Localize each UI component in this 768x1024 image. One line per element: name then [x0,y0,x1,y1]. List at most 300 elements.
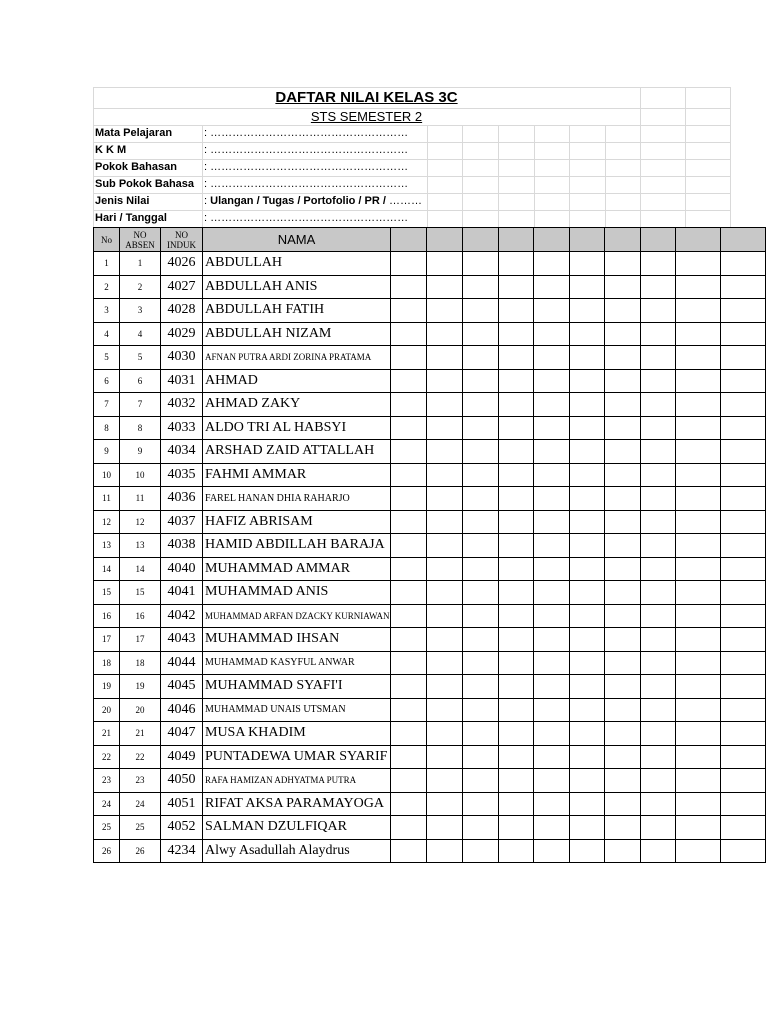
score-cell[interactable] [676,557,721,581]
score-cell[interactable] [605,651,641,675]
score-cell[interactable] [463,440,499,464]
score-cell[interactable] [676,816,721,840]
score-cell[interactable] [391,252,427,276]
score-cell[interactable] [641,252,676,276]
cell-no-absen: 13 [120,534,161,558]
score-cell[interactable] [427,816,463,840]
score-cell[interactable] [499,299,534,323]
score-cell[interactable] [641,299,676,323]
score-cell[interactable] [499,675,534,699]
score-cell[interactable] [676,487,721,511]
score-cell[interactable] [427,675,463,699]
score-cell[interactable] [499,581,534,605]
score-cell[interactable] [427,299,463,323]
score-cell[interactable] [499,463,534,487]
score-cell[interactable] [676,839,721,863]
cell-nama: MUSA KHADIM [203,722,391,746]
score-cell[interactable] [676,510,721,534]
score-cell[interactable] [641,487,676,511]
score-cell[interactable] [534,628,570,652]
score-cell[interactable] [463,369,499,393]
score-cell[interactable] [463,252,499,276]
info-value-jenis-nilai: : Ulangan / Tugas / Portofolio / PR / ……… [204,195,422,207]
score-cell[interactable] [676,698,721,722]
score-cell[interactable] [570,369,605,393]
score-cell[interactable] [676,604,721,628]
score-cell[interactable] [391,416,427,440]
score-cell[interactable] [463,604,499,628]
score-cell[interactable] [605,722,641,746]
score-cell[interactable] [570,487,605,511]
score-cell[interactable] [427,534,463,558]
score-cell[interactable] [391,275,427,299]
score-cell[interactable] [641,346,676,370]
cell-no: 10 [94,463,120,487]
score-cell[interactable] [641,769,676,793]
score-cell[interactable] [676,769,721,793]
score-cell[interactable] [534,346,570,370]
score-cell[interactable] [605,769,641,793]
score-cell[interactable] [676,346,721,370]
score-cell[interactable] [641,557,676,581]
score-cell[interactable] [676,463,721,487]
score-cell[interactable] [534,252,570,276]
score-cell[interactable] [721,252,766,276]
score-cell[interactable] [463,698,499,722]
table-row [94,839,766,863]
score-cell[interactable] [721,322,766,346]
score-cell[interactable] [463,581,499,605]
score-cell[interactable] [570,792,605,816]
score-cell[interactable] [534,557,570,581]
score-cell[interactable] [499,722,534,746]
score-cell[interactable] [463,416,499,440]
score-cell[interactable] [391,839,427,863]
cell-no: 16 [94,604,120,628]
score-cell[interactable] [427,557,463,581]
score-cell[interactable] [534,440,570,464]
score-cell[interactable] [463,675,499,699]
score-cell[interactable] [721,369,766,393]
score-cell[interactable] [391,675,427,699]
score-cell[interactable] [676,440,721,464]
score-cell[interactable] [499,604,534,628]
score-cell[interactable] [721,839,766,863]
table-row [94,416,766,440]
score-cell[interactable] [605,252,641,276]
score-cell[interactable] [534,792,570,816]
score-cell[interactable] [534,299,570,323]
cell-no-induk: 4027 [161,275,203,299]
score-cell[interactable] [641,275,676,299]
score-cell[interactable] [676,416,721,440]
score-cell[interactable] [391,745,427,769]
score-cell[interactable] [427,628,463,652]
score-cell[interactable] [605,346,641,370]
score-cell[interactable] [463,557,499,581]
score-cell[interactable] [427,275,463,299]
score-cell[interactable] [391,816,427,840]
score-cell[interactable] [499,769,534,793]
score-cell[interactable] [641,581,676,605]
score-cell[interactable] [721,675,766,699]
cell-no: 13 [94,534,120,558]
score-cell[interactable] [676,792,721,816]
score-cell[interactable] [427,792,463,816]
score-cell[interactable] [641,675,676,699]
score-cell[interactable] [499,792,534,816]
score-cell[interactable] [570,510,605,534]
score-cell[interactable] [391,792,427,816]
score-cell[interactable] [676,651,721,675]
score-cell[interactable] [463,322,499,346]
table-row [94,792,766,816]
score-cell[interactable] [391,628,427,652]
score-cell[interactable] [463,722,499,746]
score-cell[interactable] [570,675,605,699]
score-cell[interactable] [534,487,570,511]
score-cell[interactable] [605,675,641,699]
cell-nama: MUHAMMAD UNAIS UTSMAN [203,698,391,722]
cell-no-absen: 24 [120,792,161,816]
score-cell[interactable] [534,322,570,346]
score-cell[interactable] [641,440,676,464]
score-cell[interactable] [676,275,721,299]
score-cell[interactable] [641,698,676,722]
score-cell[interactable] [676,722,721,746]
cell-no: 14 [94,557,120,581]
score-cell[interactable] [427,440,463,464]
score-cell[interactable] [534,416,570,440]
score-cell[interactable] [499,487,534,511]
score-cell[interactable] [534,839,570,863]
score-cell[interactable] [721,604,766,628]
score-cell[interactable] [570,651,605,675]
cell-no-absen: 4 [120,322,161,346]
score-cell[interactable] [641,416,676,440]
cell-no: 6 [94,369,120,393]
score-cell[interactable] [499,322,534,346]
score-cell[interactable] [534,675,570,699]
score-cell[interactable] [534,604,570,628]
score-cell[interactable] [427,510,463,534]
score-cell[interactable] [605,534,641,558]
score-cell[interactable] [391,346,427,370]
score-cell[interactable] [676,581,721,605]
score-cell[interactable] [676,745,721,769]
score-cell[interactable] [499,346,534,370]
header-score-col [721,228,766,252]
score-cell[interactable] [391,463,427,487]
score-cell[interactable] [427,604,463,628]
score-cell[interactable] [391,299,427,323]
cell-no-absen: 8 [120,416,161,440]
score-cell[interactable] [534,745,570,769]
score-cell[interactable] [427,463,463,487]
score-cell[interactable] [605,510,641,534]
score-cell[interactable] [676,393,721,417]
score-cell[interactable] [721,816,766,840]
score-cell[interactable] [721,487,766,511]
score-cell[interactable] [570,604,605,628]
cell-no-induk: 4041 [161,581,203,605]
score-cell[interactable] [721,651,766,675]
score-cell[interactable] [534,651,570,675]
score-cell[interactable] [570,275,605,299]
score-cell[interactable] [391,581,427,605]
info-value-sub-pokok-bahasan: : ……………………………………………… [204,178,409,190]
score-cell[interactable] [499,440,534,464]
score-cell[interactable] [534,534,570,558]
score-cell[interactable] [534,463,570,487]
score-cell[interactable] [427,651,463,675]
info-label-kkm: K K M [95,144,127,156]
score-cell[interactable] [570,745,605,769]
score-cell[interactable] [721,581,766,605]
score-cell[interactable] [427,487,463,511]
score-cell[interactable] [676,369,721,393]
score-cell[interactable] [391,369,427,393]
score-cell[interactable] [605,416,641,440]
score-cell[interactable] [641,722,676,746]
score-cell[interactable] [570,322,605,346]
score-cell[interactable] [605,299,641,323]
score-cell[interactable] [676,628,721,652]
score-cell[interactable] [534,393,570,417]
score-cell[interactable] [570,769,605,793]
score-cell[interactable] [605,557,641,581]
cell-no-absen: 5 [120,346,161,370]
score-cell[interactable] [570,628,605,652]
score-cell[interactable] [391,440,427,464]
score-cell[interactable] [534,769,570,793]
score-cell[interactable] [499,275,534,299]
score-cell[interactable] [570,416,605,440]
cell-no: 15 [94,581,120,605]
score-cell[interactable] [605,322,641,346]
score-cell[interactable] [463,534,499,558]
score-cell[interactable] [534,275,570,299]
score-cell[interactable] [499,416,534,440]
score-cell[interactable] [641,369,676,393]
score-cell[interactable] [427,769,463,793]
table-row [94,440,766,464]
score-cell[interactable] [499,628,534,652]
score-cell[interactable] [427,745,463,769]
score-cell[interactable] [463,299,499,323]
score-cell[interactable] [463,346,499,370]
score-cell[interactable] [499,698,534,722]
score-cell[interactable] [499,393,534,417]
score-cell[interactable] [721,393,766,417]
score-cell[interactable] [463,510,499,534]
score-cell[interactable] [463,393,499,417]
score-cell[interactable] [676,299,721,323]
score-cell[interactable] [427,416,463,440]
score-cell[interactable] [499,252,534,276]
score-cell[interactable] [641,628,676,652]
score-cell[interactable] [570,440,605,464]
score-cell[interactable] [534,510,570,534]
score-cell[interactable] [463,463,499,487]
cell-nama: HAFIZ ABRISAM [203,510,391,534]
table-row [94,628,766,652]
score-cell[interactable] [534,722,570,746]
score-cell[interactable] [570,252,605,276]
cell-no-induk: 4030 [161,346,203,370]
table-row [94,275,766,299]
score-cell[interactable] [570,393,605,417]
score-cell[interactable] [721,510,766,534]
score-cell[interactable] [676,675,721,699]
header-score-col [427,228,463,252]
score-cell[interactable] [721,792,766,816]
score-cell[interactable] [391,487,427,511]
score-cell[interactable] [641,510,676,534]
score-cell[interactable] [605,463,641,487]
header-no-induk: NO INDUK [161,228,203,252]
score-cell[interactable] [676,322,721,346]
score-cell[interactable] [641,816,676,840]
score-cell[interactable] [427,722,463,746]
score-cell[interactable] [641,393,676,417]
score-cell[interactable] [721,722,766,746]
score-cell[interactable] [641,463,676,487]
table-row [94,252,766,276]
score-cell[interactable] [676,534,721,558]
score-cell[interactable] [463,792,499,816]
score-cell[interactable] [641,322,676,346]
score-cell[interactable] [641,792,676,816]
score-cell[interactable] [463,651,499,675]
score-cell[interactable] [463,275,499,299]
score-cell[interactable] [499,534,534,558]
score-cell[interactable] [721,346,766,370]
score-cell[interactable] [499,369,534,393]
score-cell[interactable] [570,698,605,722]
score-cell[interactable] [570,816,605,840]
score-cell[interactable] [605,440,641,464]
score-cell[interactable] [721,440,766,464]
grade-table [93,227,766,863]
score-cell[interactable] [499,839,534,863]
score-cell[interactable] [605,487,641,511]
score-cell[interactable] [427,369,463,393]
score-cell[interactable] [605,393,641,417]
score-cell[interactable] [499,651,534,675]
score-cell[interactable] [391,322,427,346]
score-cell[interactable] [427,839,463,863]
score-cell[interactable] [721,534,766,558]
score-cell[interactable] [463,745,499,769]
score-cell[interactable] [676,252,721,276]
score-cell[interactable] [463,487,499,511]
cell-nama: HAMID ABDILLAH BARAJA [203,534,391,558]
score-cell[interactable] [721,557,766,581]
score-cell[interactable] [721,628,766,652]
score-cell[interactable] [427,698,463,722]
score-cell[interactable] [391,393,427,417]
score-cell[interactable] [391,604,427,628]
score-cell[interactable] [570,463,605,487]
score-cell[interactable] [499,816,534,840]
header-score-col [605,228,641,252]
score-cell[interactable] [534,698,570,722]
score-cell[interactable] [427,346,463,370]
score-cell[interactable] [605,369,641,393]
score-cell[interactable] [463,628,499,652]
score-cell[interactable] [641,604,676,628]
score-cell[interactable] [391,557,427,581]
score-cell[interactable] [641,651,676,675]
score-cell[interactable] [605,581,641,605]
score-cell[interactable] [721,463,766,487]
score-cell[interactable] [570,534,605,558]
score-cell[interactable] [605,745,641,769]
score-cell[interactable] [605,792,641,816]
score-cell[interactable] [534,369,570,393]
score-cell[interactable] [721,769,766,793]
score-cell[interactable] [721,745,766,769]
table-row [94,745,766,769]
score-cell[interactable] [570,839,605,863]
score-cell[interactable] [721,275,766,299]
score-cell[interactable] [499,557,534,581]
score-cell[interactable] [605,816,641,840]
score-cell[interactable] [641,745,676,769]
score-cell[interactable] [641,534,676,558]
score-cell[interactable] [570,581,605,605]
score-cell[interactable] [463,839,499,863]
score-cell[interactable] [534,816,570,840]
score-cell[interactable] [391,722,427,746]
score-cell[interactable] [391,510,427,534]
score-cell[interactable] [427,322,463,346]
score-cell[interactable] [570,346,605,370]
score-cell[interactable] [391,769,427,793]
score-cell[interactable] [605,698,641,722]
score-cell[interactable] [721,299,766,323]
cell-nama: AHMAD ZAKY [203,393,391,417]
score-cell[interactable] [463,816,499,840]
score-cell[interactable] [427,393,463,417]
score-cell[interactable] [570,299,605,323]
cell-no-absen: 7 [120,393,161,417]
score-cell[interactable] [605,628,641,652]
cell-no-absen: 17 [120,628,161,652]
score-cell[interactable] [463,769,499,793]
score-cell[interactable] [391,651,427,675]
score-cell[interactable] [605,839,641,863]
score-cell[interactable] [534,581,570,605]
score-cell[interactable] [570,557,605,581]
score-cell[interactable] [499,745,534,769]
score-cell[interactable] [570,722,605,746]
score-cell[interactable] [605,604,641,628]
score-cell[interactable] [605,275,641,299]
score-cell[interactable] [391,534,427,558]
score-cell[interactable] [427,252,463,276]
score-cell[interactable] [391,698,427,722]
score-cell[interactable] [499,510,534,534]
score-cell[interactable] [427,581,463,605]
score-cell[interactable] [721,416,766,440]
info-value-mata-pelajaran: : ……………………………………………… [204,127,409,139]
score-cell[interactable] [721,698,766,722]
score-cell[interactable] [641,839,676,863]
sheet-header [93,87,731,227]
info-label-jenis-nilai: Jenis Nilai [95,195,150,207]
